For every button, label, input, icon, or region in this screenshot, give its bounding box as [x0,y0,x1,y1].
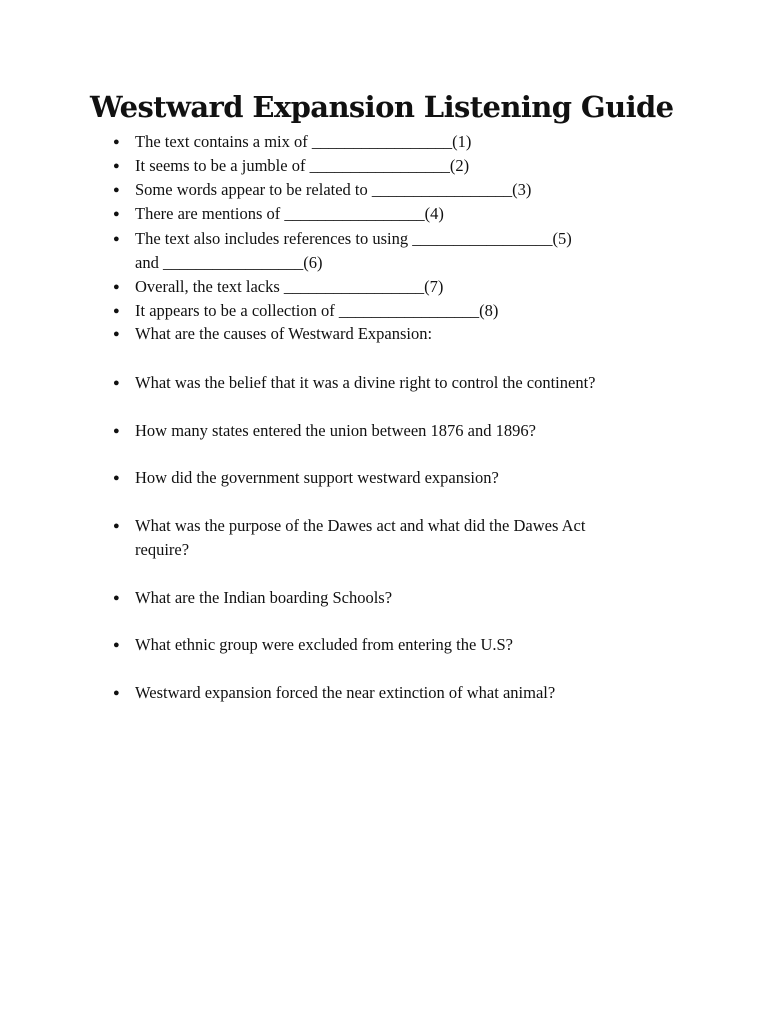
question-text: What ethnic group were excluded from entering the U.S? [135,635,513,654]
bullet-icon: ● [113,520,120,532]
page-title: Westward Expansion Listening Guide [90,90,674,124]
list-item [113,275,735,299]
bullet-icon: ● [113,184,120,196]
question-text: Westward expansion forced the near extinction of what animal? [135,683,556,702]
blank-item-text: There are mentions of _________________(4) [135,204,444,223]
list-item [113,586,735,610]
blank-item-text: The text contains a mix of _________________(1) [135,132,472,151]
list-item [113,371,735,395]
blank-item-text: Some words appear to be related to _________________(3) [135,180,532,199]
blank-item-text: It appears to be a collection of _________________(8) [135,301,499,320]
list-item [113,130,735,154]
list-item [113,681,735,705]
list-item [113,633,735,657]
bullet-icon: ● [113,136,120,148]
blank-item-continuation: and _________________(6) [135,253,323,272]
bullet-icon: ● [113,281,120,293]
bullet-icon: ● [113,160,120,172]
list-item [113,419,735,443]
bullet-icon: ● [113,208,120,220]
question-text: What was the purpose of the Dawes act and what did the Dawes Act [135,516,586,535]
bullet-icon: ● [113,305,120,317]
bullet-icon: ● [113,328,120,340]
blank-item-text: Overall, the text lacks _________________(7) [135,277,444,296]
list-item [113,466,735,490]
question-continuation: require? [135,540,190,559]
question-text: What was the belief that it was a divine right to control the continent? [135,373,596,392]
question-text: How many states entered the union between 1876 and 1896? [135,421,536,440]
bullet-icon: ● [113,592,120,604]
list-item [113,299,735,323]
blank-item-text: The text also includes references to using _________________(5) [135,229,572,248]
bullet-icon: ● [113,233,120,245]
bullet-icon: ● [113,472,120,484]
bullet-icon: ● [113,639,120,651]
bullet-icon: ● [113,425,120,437]
bullet-icon: ● [113,377,120,389]
question-text: What are the causes of Westward Expansion: [135,324,433,343]
list-item [113,202,735,226]
list-item [113,322,735,346]
question-text: What are the Indian boarding Schools? [135,588,393,607]
bullet-icon: ● [113,687,120,699]
list-item [113,154,735,178]
blank-item-text: It seems to be a jumble of _________________(2) [135,156,470,175]
list-item [113,178,735,202]
list-item [113,514,735,562]
question-text: How did the government support westward expansion? [135,468,499,487]
list-item [113,227,735,275]
